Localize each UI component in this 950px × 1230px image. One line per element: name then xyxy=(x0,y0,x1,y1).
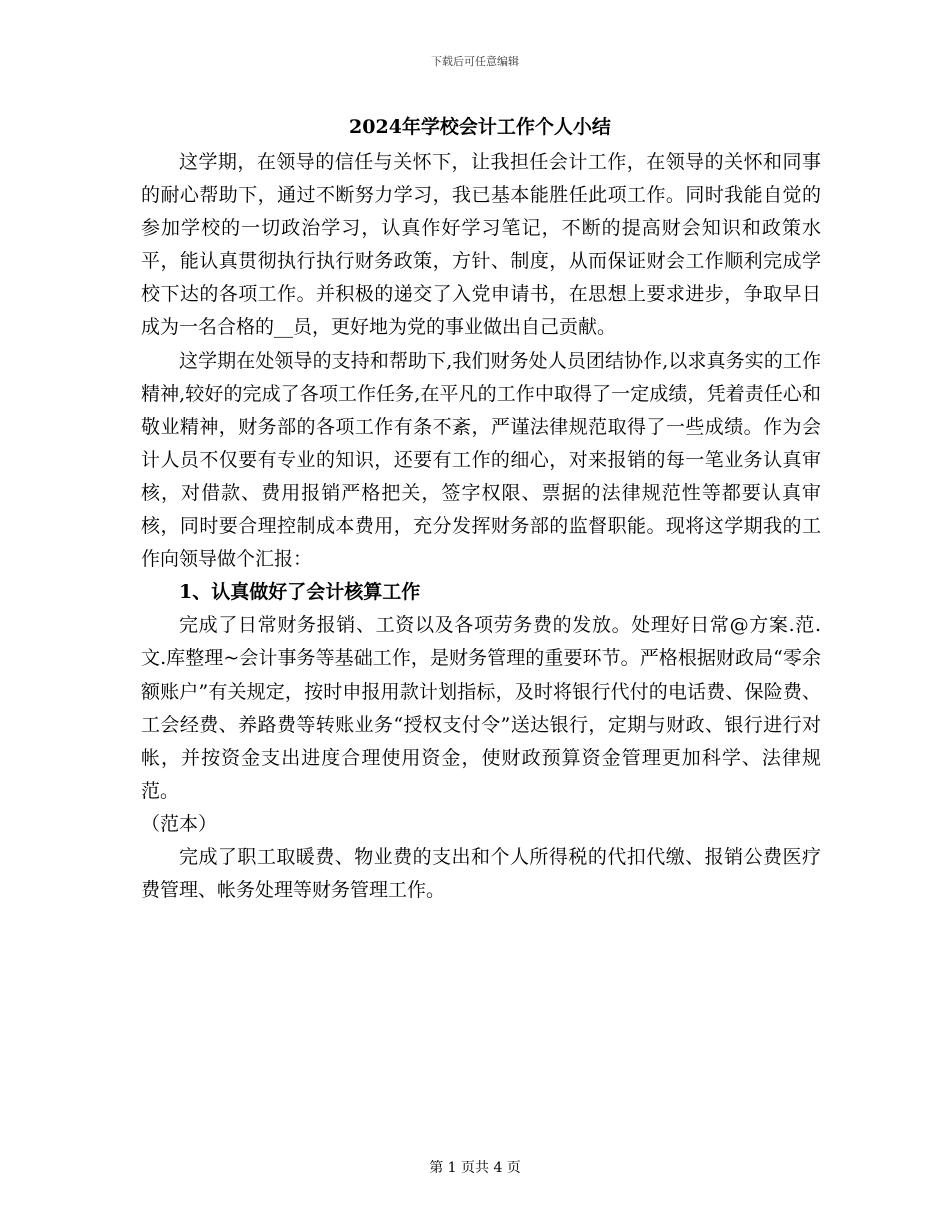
note-text: （范本） xyxy=(141,812,218,835)
body-paragraph: 完成了职工取暖费、物业费的支出和个人所得税的代扣代缴、报销公费医疗费管理、帐务处理等财务管理工作。 xyxy=(141,845,821,902)
page-footer: 第 1 页共 4 页 xyxy=(429,1160,521,1176)
body-paragraph: 完成了日常财务报销、工资以及各项劳务费的发放。处理好日常@方案.范.文.库整理~会计事务等基础工作，是财务管理的重要环节。严格根据财政局“零余额账户”有关规定，按时申报用款计划指标，及时将银行代付的电话费、保险费、工会经费、养路费等转账业务“授权支付令”送达银行，定期与财政、银行进行对帐，并按资金支出进度合理使用资金，使财政预算资金管理更加科学、法律规范。 xyxy=(141,614,821,802)
page-header: 下载后可任意编辑 xyxy=(431,55,519,68)
document-body xyxy=(141,146,821,907)
document-title: 2024年学校会计工作个人小结 xyxy=(349,116,611,138)
body-paragraph: 这学期在处领导的支持和帮助下,我们财务处人员团结协作,以求真务实的工作精神,较好的完成了各项工作任务,在平凡的工作中取得了一定成绩，凭着责任心和敬业精神，财务部的各项工作有条不紊，严谨法律规范取得了一些成绩。作为会计人员不仅要有专业的知识，还要有工作的细心，对来报销的每一笔业务认真审核，对借款、费用报销严格把关，签字权限、票据的法律规范性等都要认真审核，同时要合理控制成本费用，充分发挥财务部的监督职能。现将这学期我的工作向领导做个汇报： xyxy=(141,349,821,571)
section-heading: 1、认真做好了会计核算工作 xyxy=(179,581,421,604)
body-paragraph: 这学期，在领导的信任与关怀下，让我担任会计工作，在领导的关怀和同事的耐心帮助下，通过不断努力学习，我已基本能胜任此项工作。同时我能自觉的参加学校的一切政治学习，认真作好学习笔记，不断的提高财会知识和政策水平，能认真贯彻执行执行财务政策，方针、制度，从而保证财会工作顺利完成学校下达的各项工作。并积极的递交了入党申请书，在思想上要求进步，争取早日成为一名合格的__员，更好地为党的事业做出自己贡献。 xyxy=(141,151,821,339)
